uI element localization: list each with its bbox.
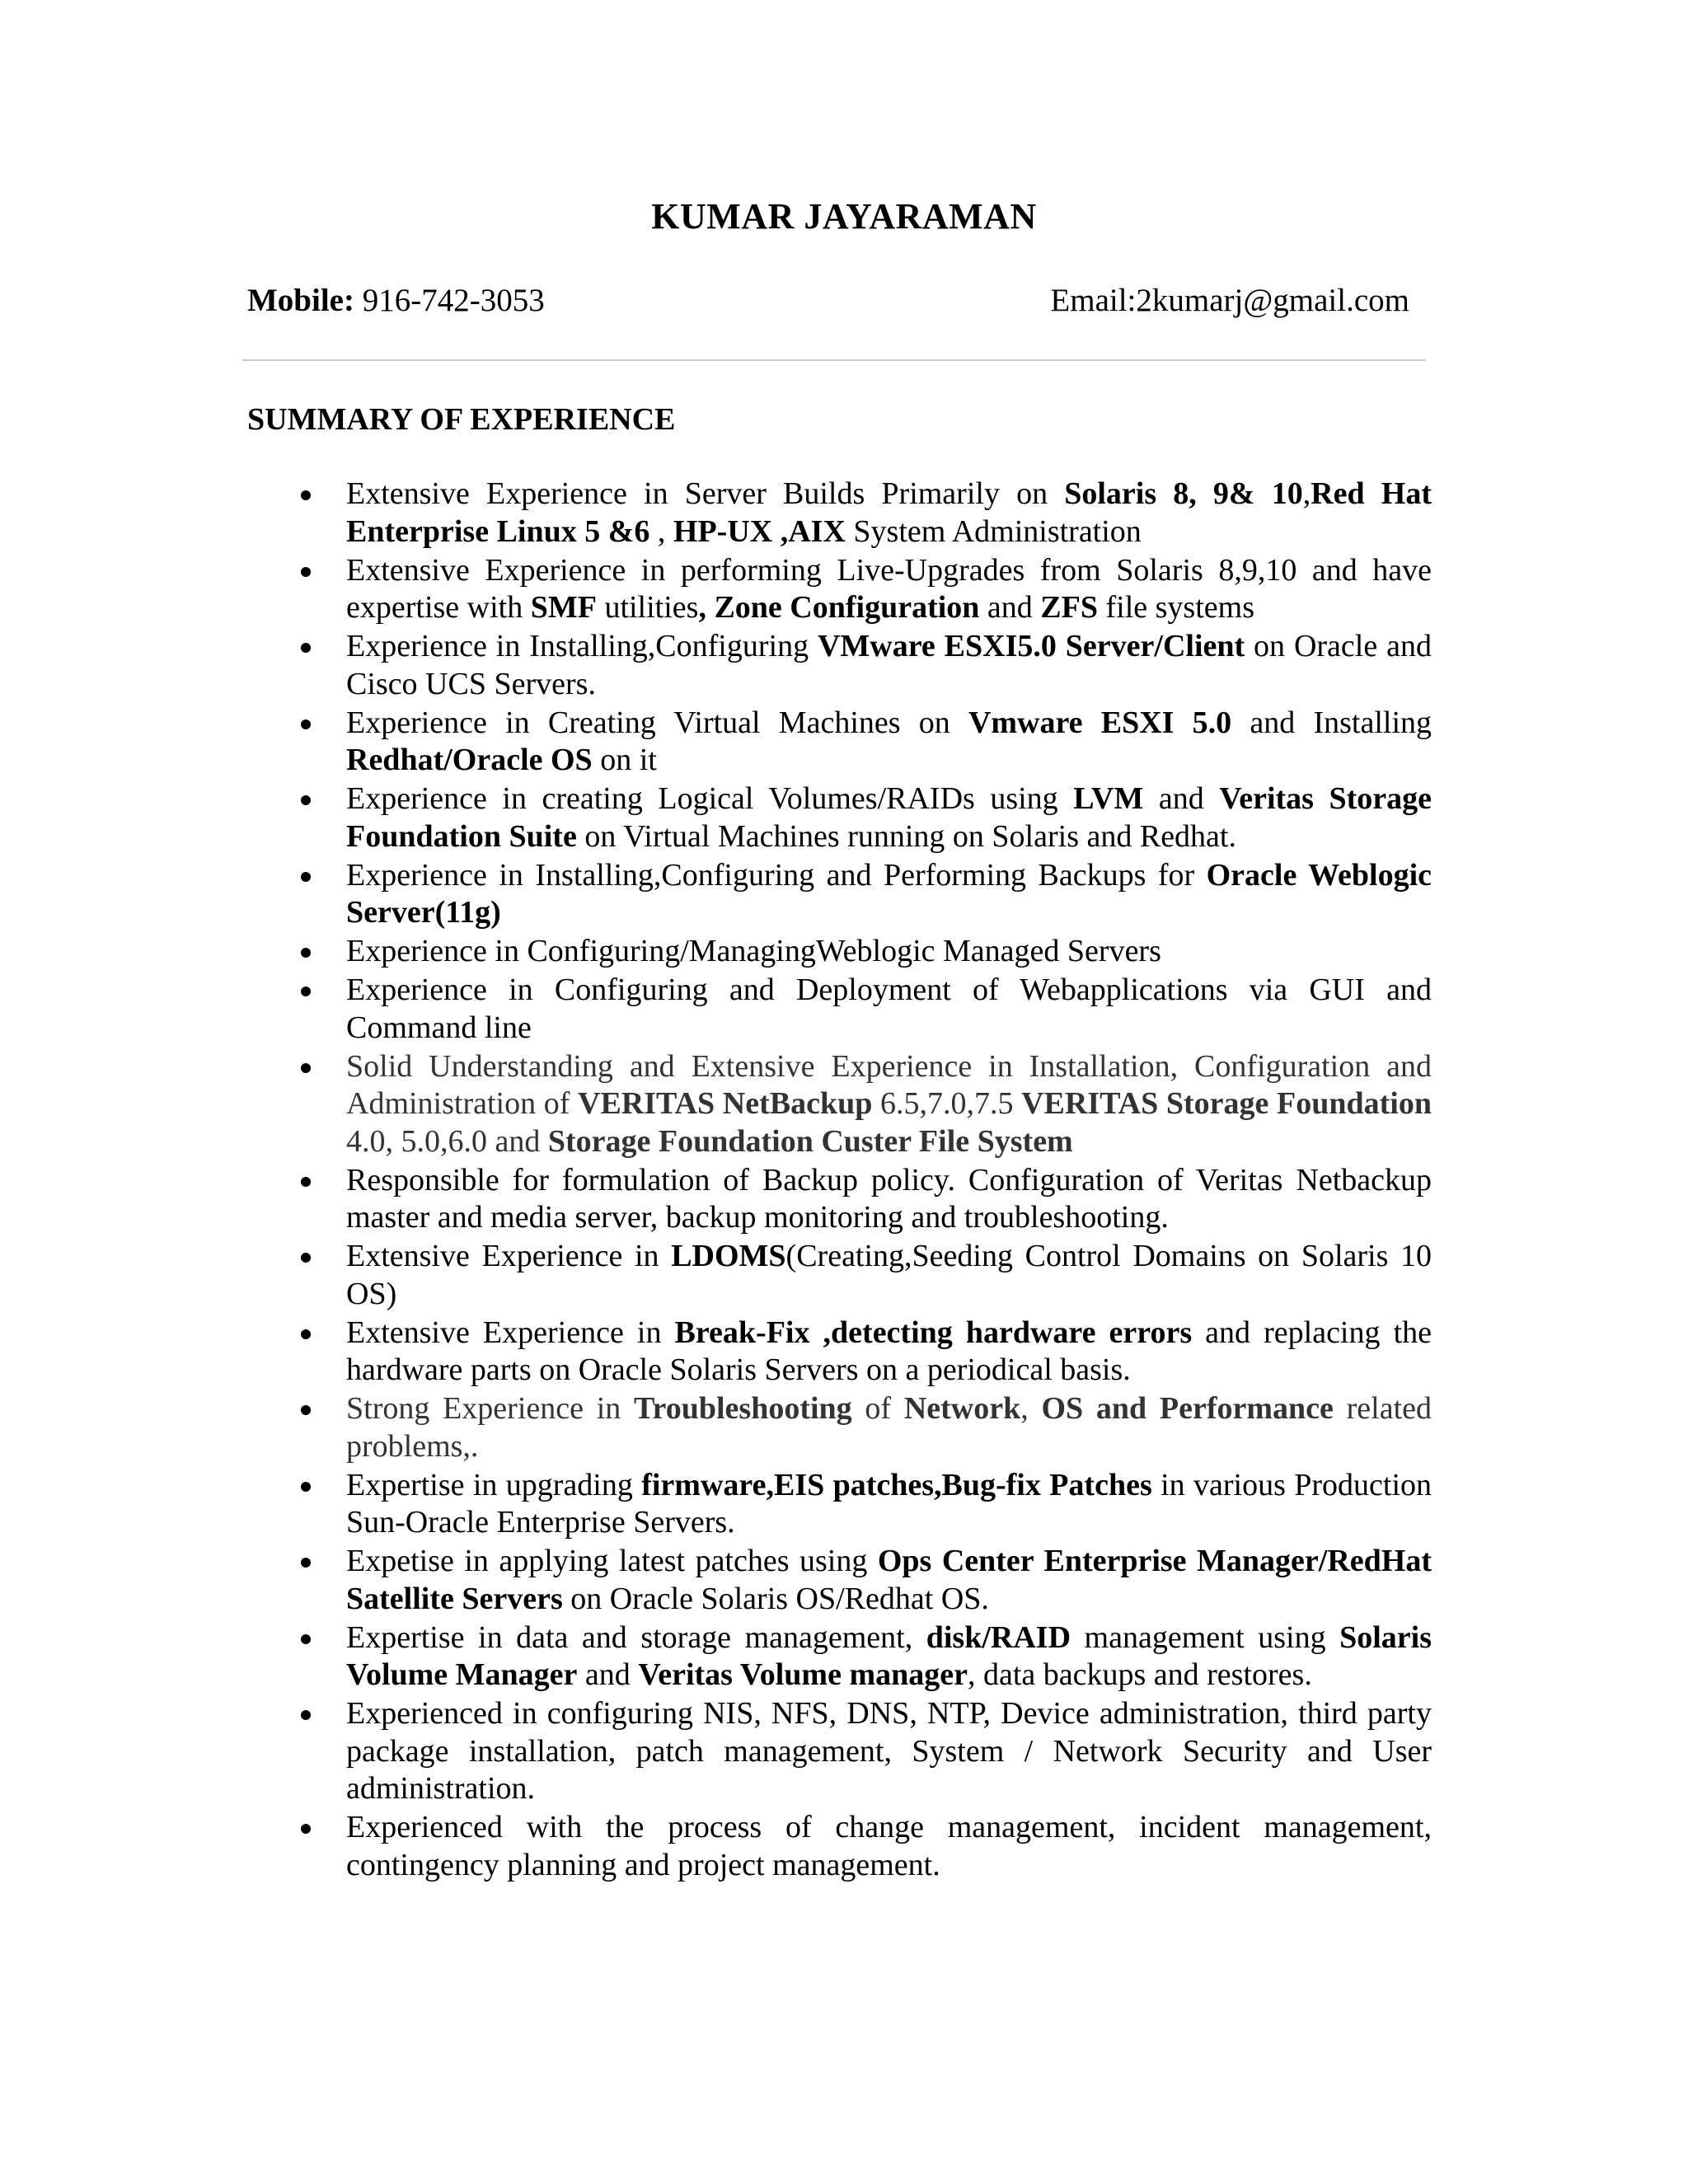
bold-text: VMware ESXI5.0 Server/Client (817, 629, 1245, 663)
summary-list-item (346, 552, 1432, 627)
text: 6.5,7.0,7.5 (872, 1086, 1022, 1121)
bold-text: , Zone Configuration (698, 590, 980, 625)
text: on it (592, 743, 657, 777)
text: and (577, 1657, 639, 1692)
summary-list-item (346, 972, 1432, 1047)
text: System Administration (845, 513, 1142, 549)
bold-text: Solaris Volume Manager (346, 1619, 1432, 1692)
text: Expertise in upgrading (346, 1467, 642, 1502)
summary-list-item (346, 1390, 1432, 1465)
summary-list-item (346, 1238, 1432, 1313)
bold-text: Veritas Volume manager (638, 1657, 968, 1692)
text: Experience in Configuring/ManagingWeblogic Managed Servers (346, 934, 1161, 968)
text: Extensive Experience in performing Live-Upgrades from Solaris 8,9,10 and have expertise with (346, 552, 1432, 625)
text: (Creating,Seeding Control Domains on Solaris 10 OS) (346, 1239, 1432, 1311)
bold-text: Vmware ESXI 5.0 (968, 705, 1232, 740)
bold-text: Network (903, 1391, 1021, 1426)
text: Expetise in applying latest patches using (346, 1544, 878, 1578)
bold-text: Oracle Weblogic Server(11g) (346, 857, 1432, 930)
summary-list-item (346, 1467, 1432, 1542)
text: on Oracle Solaris OS/Redhat OS. (562, 1581, 989, 1616)
text: , data backups and restores. (967, 1657, 1312, 1692)
text: Solid Understanding and Extensive Experience in Installation, Configuration and Administration of (346, 1048, 1432, 1121)
header-divider (242, 359, 1426, 361)
bold-text: VERITAS NetBackup (578, 1086, 873, 1121)
text: Experience in Installing,Configuring (346, 629, 818, 663)
text: Responsible for formulation of Backup policy. Configuration of Veritas Netbackup master and media server, backup monitoring and troubleshooting. (346, 1162, 1432, 1235)
text: Extensive Experience in (346, 1239, 672, 1273)
bold-text: LVM (1073, 781, 1144, 816)
summary-list-item (346, 628, 1432, 703)
text: and (1143, 781, 1220, 816)
text: 4.0, 5.0,6.0 and (346, 1123, 548, 1159)
summary-list-item (346, 780, 1432, 855)
text: Extensive Experience in Server Builds Primarily on (346, 476, 1065, 511)
summary-list-item (346, 1809, 1432, 1884)
bold-text: ZFS (1040, 590, 1098, 625)
text: and replacing the hardware parts on Oracle Solaris Servers on a periodical basis. (346, 1315, 1432, 1387)
text: management using (1071, 1619, 1340, 1655)
text: and Installing (1231, 705, 1432, 740)
bold-text: Storage Foundation Custer File System (547, 1123, 1073, 1159)
bold-text: SMF (530, 590, 597, 625)
summary-list-item (346, 857, 1432, 932)
candidate-name: KUMAR JAYARAMAN (651, 196, 1037, 237)
bold-text: Veritas Storage Foundation Suite (346, 781, 1432, 854)
summary-list-item (346, 1695, 1432, 1808)
text: Experienced in configuring NIS, NFS, DNS, NTP, Device administration, third party package installation, patch management, System / Network Security and User administration. (346, 1696, 1432, 1806)
text: Experience in Creating Virtual Machines on (346, 705, 968, 740)
text: on Virtual Machines running on Solaris and Redhat. (576, 818, 1236, 854)
text: , (649, 513, 673, 549)
summary-list-item (346, 1162, 1432, 1237)
email-contact: Email:2kumarj@gmail.com (1050, 283, 1409, 318)
bold-text: Solaris 8, 9& 10 (1064, 476, 1303, 511)
bold-text: Red Hat Enterprise Linux 5 &6 (346, 476, 1432, 549)
bold-text: Break-Fix ,detecting hardware errors (674, 1315, 1193, 1350)
text: Experience in creating Logical Volumes/RAIDs using (346, 781, 1074, 816)
text: Experience in Installing,Configuring and Performing Backups for (346, 857, 1207, 893)
mobile-label: Mobile: (247, 283, 354, 318)
text: Strong Experience in (346, 1391, 635, 1426)
bold-text: Redhat/Oracle OS (346, 743, 593, 777)
text: , (1302, 476, 1311, 511)
bold-text: disk/RAID (926, 1619, 1071, 1655)
bold-text: Troubleshooting (634, 1391, 852, 1426)
text: Expertise in data and storage management, (346, 1619, 926, 1655)
text: related problems,. (346, 1391, 1432, 1464)
contact-row (247, 282, 1409, 319)
text: on Oracle and Cisco UCS Servers. (346, 629, 1432, 701)
bold-text: LDOMS (671, 1239, 786, 1273)
text: of (851, 1391, 904, 1426)
bold-text: OS and Performance (1041, 1391, 1334, 1426)
text: and (979, 590, 1041, 625)
text: Extensive Experience in (346, 1315, 675, 1350)
text: , (1020, 1391, 1042, 1426)
summary-list-item (346, 1543, 1432, 1618)
summary-list-item (346, 1315, 1432, 1390)
text: file systems (1098, 590, 1254, 625)
summary-list-item (346, 933, 1432, 971)
text: in various Production Sun-Oracle Enterprise Servers. (346, 1467, 1432, 1540)
summary-list (346, 476, 1432, 1886)
summary-list-item (346, 1048, 1432, 1161)
bold-text: VERITAS Storage Foundation (1021, 1086, 1432, 1121)
mobile-value: 916-742-3053 (362, 283, 545, 318)
text: Experienced with the process of change management, incident management, contingency planning and project management. (346, 1810, 1432, 1882)
mobile-contact (247, 282, 545, 319)
text: Experience in Configuring and Deployment of Webapplications via GUI and Command line (346, 972, 1432, 1045)
bold-text: Ops Center Enterprise Manager/RedHat Satellite Servers (346, 1544, 1432, 1616)
bold-text: HP-UX ,AIX (673, 513, 846, 549)
bold-text: firmware,EIS patches,Bug-fix Patches (641, 1467, 1152, 1502)
summary-list-item (346, 1619, 1432, 1694)
summary-list-item (346, 705, 1432, 780)
summary-list-item (346, 476, 1432, 551)
section-heading-summary: SUMMARY OF EXPERIENCE (247, 402, 676, 437)
text: utilities (596, 590, 699, 625)
